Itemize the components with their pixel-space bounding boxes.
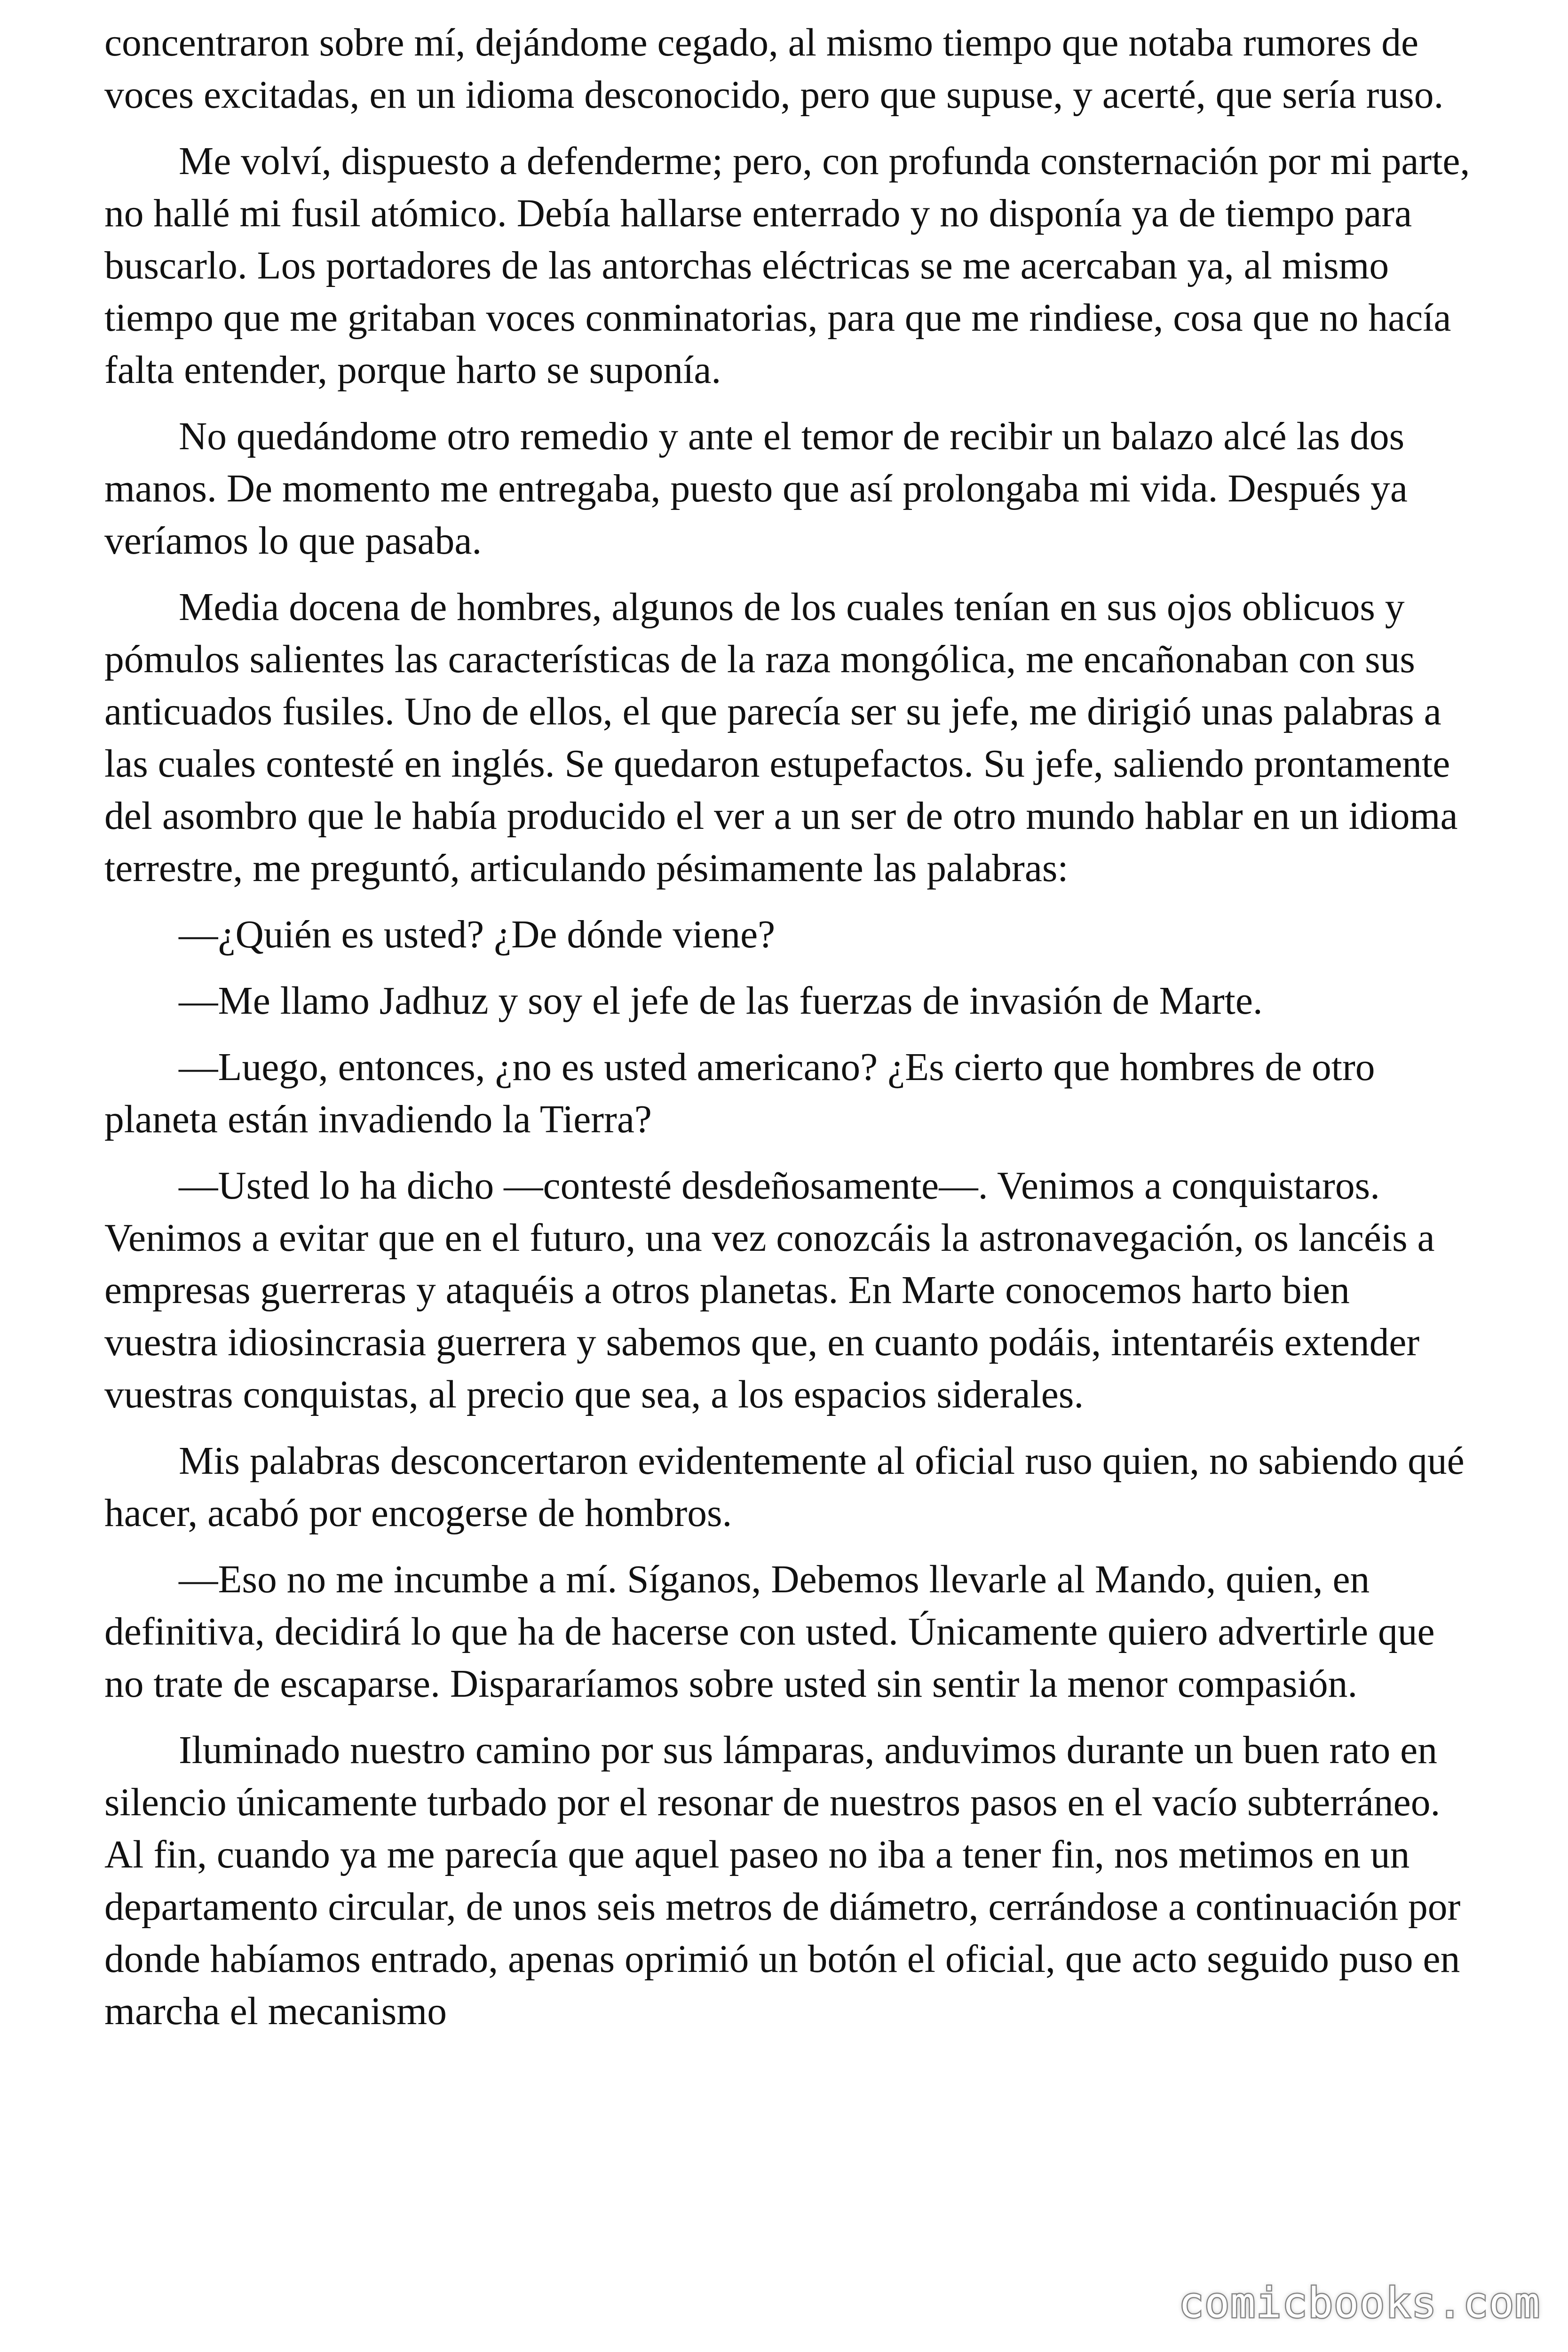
paragraph-6: —Me llamo Jadhuz y soy el jefe de las fuerzas de invasión de Marte. [179, 979, 1263, 1023]
paragraph-4: Media docena de hombres, algunos de los cuales tenían en sus ojos oblicuos y pómulos salientes las características de la raza mongólica, me encañonaban con sus anticuados fusiles. Uno de ellos, el que parecía ser su jefe, me dirigió unas palabras a las cuales contesté en inglés. Se quedaron estupefactos. Su jefe, saliendo prontamente del asombro que le había producido el ver a un ser de otro mundo hablar en un idioma terrestre, me preguntó, articulando pésimamente las palabras: [104, 586, 1458, 890]
paragraph-8: —Usted lo ha dicho —contesté desdeñosamente—. Venimos a conquistaros. Venimos a evitar que en el futuro, una vez conozcáis la astronavegación, os lancéis a empresas guerreras y ataquéis a otros planetas. En Marte conocemos harto bien vuestra idiosincrasia guerrera y sabemos que, en cuanto podáis, intentaréis extender vuestras conquistas, al precio que sea, a los espacios siderales. [104, 1164, 1435, 1416]
paragraph-1: concentraron sobre mí, dejándome cegado, al mismo tiempo que notaba rumores de voces excitadas, en un idioma desconocido, pero que supuse, y acerté, que sería ruso. [104, 21, 1444, 117]
paragraph-3: No quedándome otro remedio y ante el temor de recibir un balazo alcé las dos manos. De momento me entregaba, puesto que así prolongaba mi vida. Después ya veríamos lo que pasaba. [104, 415, 1408, 563]
watermark: comicbooks.com [1179, 2279, 1541, 2327]
page-body [104, 17, 1471, 2052]
paragraph-9: Mis palabras desconcertaron evidentemente al oficial ruso quien, no sabiendo qué hacer, acabó por encogerse de hombros. [104, 1439, 1465, 1535]
paragraph-2: Me volví, dispuesto a defenderme; pero, con profunda consternación por mi parte, no hallé mi fusil atómico. Debía hallarse enterrado y no disponía ya de tiempo para buscarlo. Los portadores de las antorchas eléctricas se me acercaban ya, al mismo tiempo que me gritaban voces conminatorias, para que me rindiese, cosa que no hacía falta entender, porque harto se suponía. [104, 140, 1470, 392]
paragraph-11: Iluminado nuestro camino por sus lámparas, anduvimos durante un buen rato en silencio únicamente turbado por el resonar de nuestros pasos en el vacío subterráneo. Al fin, cuando ya me parecía que aquel paseo no iba a tener fin, nos metimos en un departamento circular, de unos seis metros de diámetro, cerrándose a continuación por donde habíamos entrado, apenas oprimió un botón el oficial, que acto seguido puso en marcha el mecanismo [104, 1729, 1461, 2033]
paragraph-7: —Luego, entonces, ¿no es usted americano? ¿Es cierto que hombres de otro planeta están invadiendo la Tierra? [104, 1046, 1375, 1141]
paragraph-10: —Eso no me incumbe a mí. Síganos, Debemos llevarle al Mando, quien, en definitiva, decidirá lo que ha de hacerse con usted. Únicamente quiero advertirle que no trate de escaparse. Dispararíamos sobre usted sin sentir la menor compasión. [104, 1558, 1435, 1706]
paragraph-5: —¿Quién es usted? ¿De dónde viene? [179, 913, 776, 956]
